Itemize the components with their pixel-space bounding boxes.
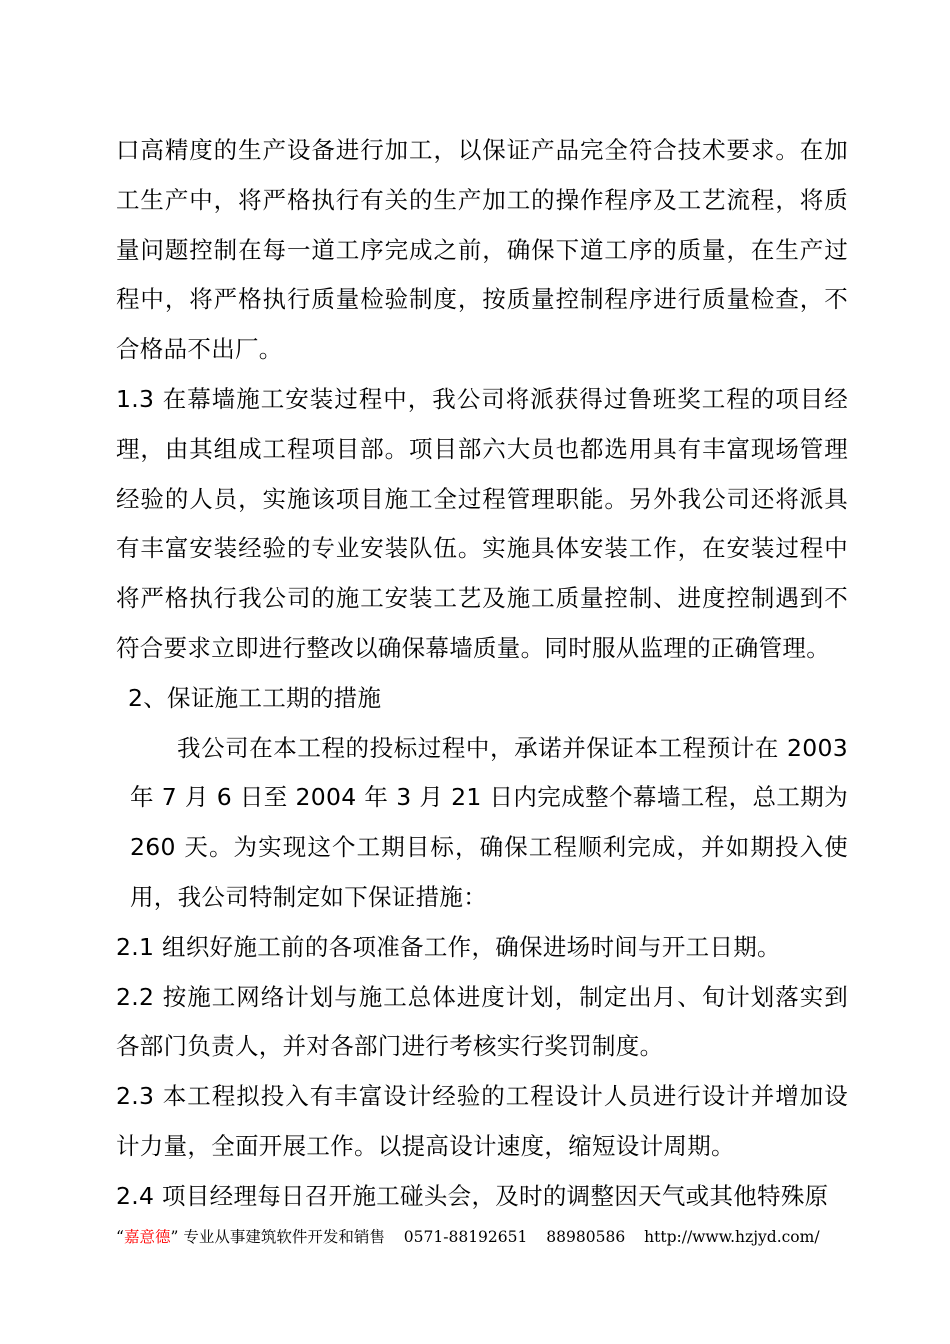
paragraph-quality-continuation: 口高精度的生产设备进行加工，以保证产品完全符合技术要求。在加工生产中，将严格执行有关的生产加工的操作程序及工艺流程，将质量问题控制在每一道工序完成之前，确保下道工序的质量，在生产过程中，将严格执行质量检验制度，按质量控制程序进行质量检查，不合格品不出厂。: [116, 136, 848, 364]
paragraph-item-2-2: 2.2 按施工网络计划与施工总体进度计划，制定出月、旬计划落实到各部门负责人，并对各部门进行考核实行奖罚制度。: [116, 982, 848, 1061]
paragraph-item-2-1: 2.1 组织好施工前的各项准备工作，确保进场时间与开工日期。: [116, 932, 781, 961]
footer-phone-primary: 0571-88192651: [403, 1228, 528, 1246]
paragraph-item-2-4: 2.4 项目经理每日召开施工碰头会，及时的调整因天气或其他特殊原: [116, 1181, 829, 1210]
section-heading-schedule: 2、保证施工工期的措施: [128, 683, 382, 712]
paragraph-item-2-3: 2.3 本工程拟投入有丰富设计经验的工程设计人员进行设计并增加设计力量，全面开展工作。以提高设计速度，缩短设计周期。: [116, 1082, 848, 1160]
page-footer: [116, 1226, 876, 1248]
footer-tagline: 专业从事建筑软件开发和销售: [183, 1228, 385, 1246]
paragraph-item-1-3: 1.3 在幕墙施工安装过程中，我公司将派获得过鲁班奖工程的项目经理，由其组成工程项目部。项目部六大员也都选用具有丰富现场管理经验的人员，实施该项目施工全过程管理职能。另外我公司还将派具有丰富安装经验的专业安装队伍。实施具体安装工作，在安装过程中将严格执行我公司的施工安装工艺及施工质量控制、进度控制遇到不符合要求立即进行整改以确保幕墙质量。同时服从监理的正确管理。: [116, 384, 848, 662]
footer-brand-name: 嘉意德: [123, 1228, 171, 1246]
paragraph-schedule-commitment: 我公司在本工程的投标过程中，承诺并保证本工程预计在 2003 年 7 月 6 日至 2004 年 3 月 21 日内完成整个幕墙工程，总工期为 260 天。为实现这个工期目标，确保工程顺利完成，并如期投入使用，我公司特制定如下保证措施：: [130, 733, 848, 911]
document-body: [116, 126, 848, 1222]
footer-website-link[interactable]: http://www.hzjyd.com/: [644, 1228, 820, 1246]
footer-open-quote: “: [116, 1228, 124, 1246]
footer-close-quote: ”: [170, 1228, 179, 1246]
footer-phone-secondary: 88980586: [546, 1228, 626, 1246]
